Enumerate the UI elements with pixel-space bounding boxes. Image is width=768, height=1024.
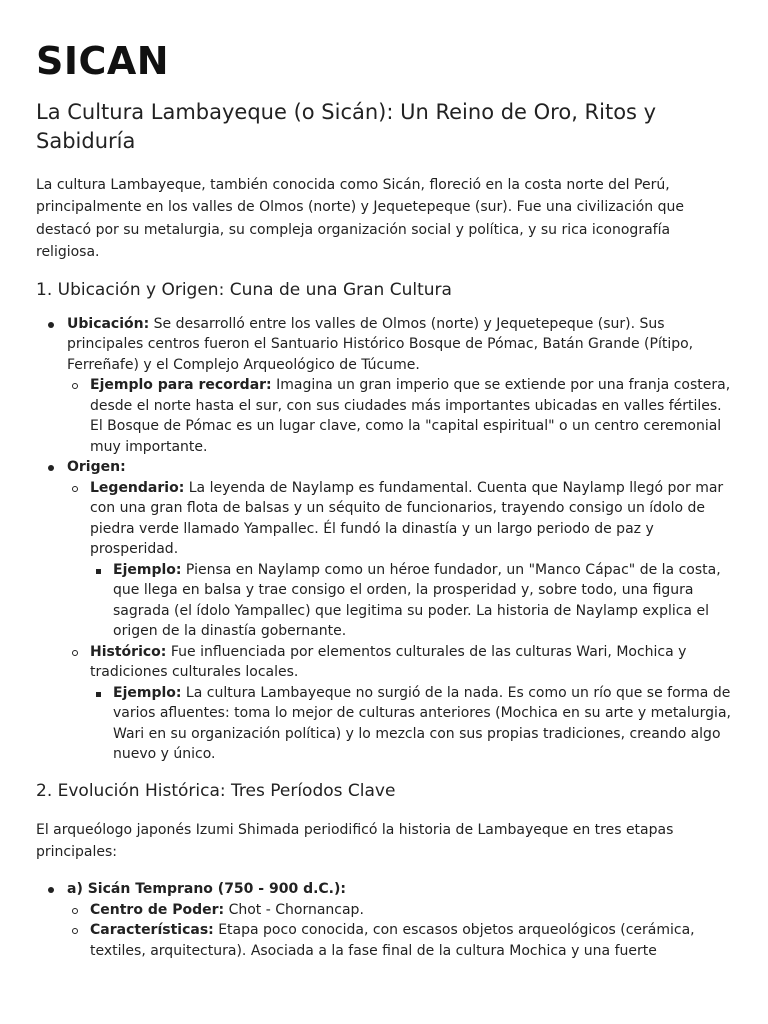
section-1-heading: 1. Ubicación y Origen: Cuna de una Gran Cultura [36,279,452,300]
origen-label: Origen: [67,459,126,476]
historico-label: Histórico: [90,643,167,660]
ejemplo-recordar-text: Imagina un gran imperio que se extiende por una franja costera, desde el norte hasta el sur, con sus ciudades más importantes ubicadas en valles fértiles. El Bosque de Pómac es un lugar clave, como la "capital espiritual" o un centro ceremonial muy importante. [90,377,731,455]
square-bullet-icon [96,569,101,574]
legendario-label: Legendario: [90,479,185,496]
circle-bullet-icon [72,650,78,656]
legendario-ejemplo-text: Piensa en Naylamp como un héroe fundador, un "Manco Cápac" de la costa, que llega en balsa y trae consigo el orden, la prosperidad y, sobre todo, una figura sagrada (el ídolo Yampallec) que legitima su poder. La historia de Naylamp explica el origen de la dinastía gobernante. [113,561,721,640]
ubicacion-sublist [67,375,732,457]
ejemplo-recordar-label: Ejemplo para recordar: [90,377,272,394]
caracteristicas-text: Etapa poco conocida, con escasos objetos arqueológicos (cerámica, textiles, arquitectura). Asociada a la fase final de la cultura Mochica y una fuerte [90,922,695,959]
origen-sublist [67,478,732,765]
list-item-ejemplo-recordar [67,375,732,457]
list-item-centro-poder [67,900,732,921]
document-subtitle: La Cultura Lambayeque (o Sicán): Un Reino de Oro, Ritos y Sabiduría [36,100,657,153]
legendario-sublist [90,560,732,642]
historico-ejemplo-text: La cultura Lambayeque no surgió de la nada. Es como un río que se forma de varios afluentes: toma lo mejor de culturas anteriores (Mochica en su arte y metalurgia, Wari en su organización política) y lo mezcla con sus propias tradiciones, creando algo nuevo y único. [113,684,731,763]
sican-temprano-label: a) Sicán Temprano (750 - 900 d.C.): [67,881,347,898]
square-bullet-icon [96,692,101,697]
list-item-origen [36,457,732,765]
intro-paragraph: La cultura Lambayeque, también conocida como Sicán, floreció en la costa norte del Perú, principalmente en los valles de Olmos (norte) y Jequetepeque (sur). Fue una civilización que destacó por su metalurgia, su compleja organización social y política, y su rica iconografía religiosa. [36,177,684,261]
historico-sublist [90,683,732,765]
circle-bullet-icon [72,928,78,934]
legendario-ejemplo-label: Ejemplo: [113,561,182,578]
historico-text: Fue influenciada por elementos culturales de las culturas Wari, Mochica y tradiciones culturales locales. [90,643,687,681]
historico-ejemplo-label: Ejemplo: [113,684,182,701]
list-item-legendario-ejemplo [90,560,732,642]
centro-poder-label: Centro de Poder: [90,901,225,918]
list-item-sican-temprano [36,879,732,961]
sican-temprano-sublist [67,900,732,962]
caracteristicas-label: Características: [90,922,214,939]
list-item-ubicacion [36,314,732,458]
section-1-list [36,314,732,765]
list-item-caracteristicas [67,920,732,961]
centro-poder-text: Chot - Chornancap. [224,901,364,918]
disc-bullet-icon [48,887,54,893]
circle-bullet-icon [72,908,78,914]
section-2-intro: El arqueólogo japonés Izumi Shimada periodificó la historia de Lambayeque en tres etapas principales: [36,821,674,861]
section-2-heading: 2. Evolución Histórica: Tres Períodos Clave [36,780,396,801]
disc-bullet-icon [48,322,54,328]
list-item-legendario [67,478,732,642]
circle-bullet-icon [72,486,78,492]
list-item-historico-ejemplo [90,683,732,765]
legendario-text: La leyenda de Naylamp es fundamental. Cuenta que Naylamp llegó por mar con una gran flota de balsas y un séquito de funcionarios, trayendo consigo un ídolo de piedra verde llamado Yampallec. Él fundó la dinastía y un largo periodo de paz y prosperidad. [90,479,724,558]
disc-bullet-icon [48,465,54,471]
section-2-list [36,879,732,961]
circle-bullet-icon [72,383,78,389]
document-title: SICAN [36,39,170,83]
ubicacion-text: Se desarrolló entre los valles de Olmos (norte) y Jequetepeque (sur). Sus principales centros fueron el Santuario Histórico Bosque de Pómac, Batán Grande (Pítipo, Ferreñafe) y el Complejo Arqueológico de Túcume. [67,315,694,373]
list-item-historico [67,642,732,765]
ubicacion-label: Ubicación: [67,315,150,332]
